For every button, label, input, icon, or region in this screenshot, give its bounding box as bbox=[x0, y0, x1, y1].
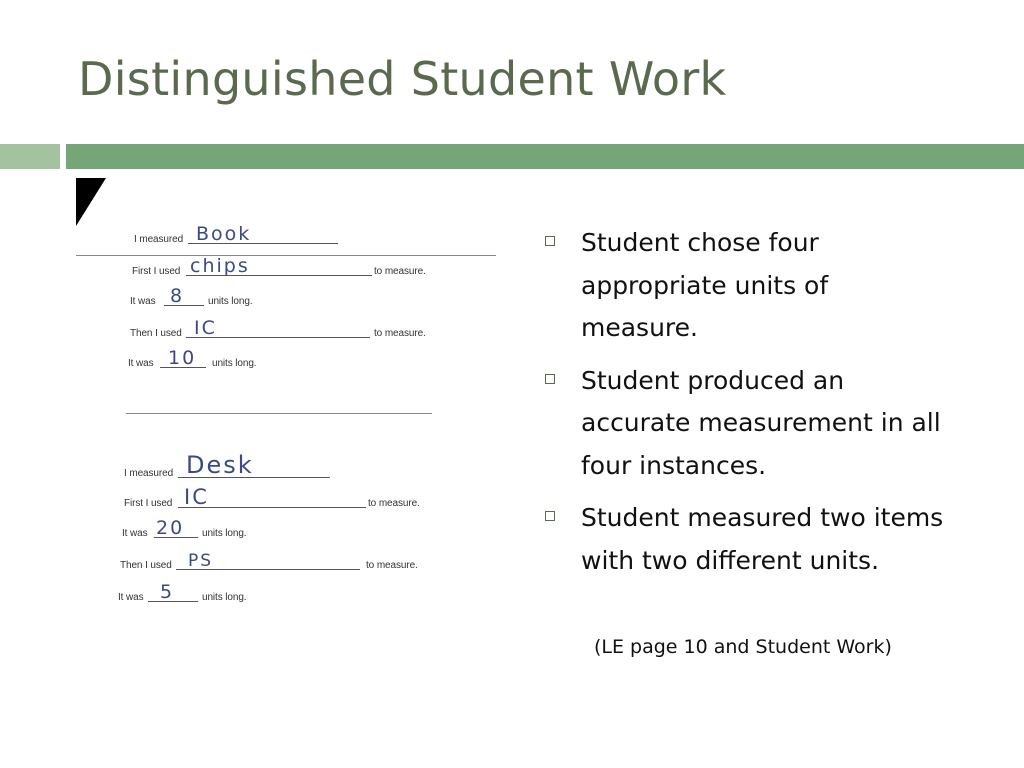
bullet-item bbox=[545, 222, 945, 350]
bullet-text: Student measured two items with two different units. bbox=[581, 503, 944, 575]
ws1-it-was: It was bbox=[130, 296, 156, 307]
ws2-measured-label: I measured bbox=[124, 468, 174, 479]
ws1-first-units-row bbox=[130, 284, 330, 310]
ws1-then-units-row bbox=[128, 346, 328, 372]
ws1-then-value: IC bbox=[194, 317, 217, 339]
ws2-then-value: PS bbox=[188, 551, 214, 571]
ws2-then-row bbox=[120, 548, 440, 574]
ws1-first-units-value: 8 bbox=[170, 285, 185, 307]
ws2-then-units-row bbox=[118, 578, 318, 606]
bullet-text: Student chose four appropriate units of measure. bbox=[581, 228, 829, 342]
ws1-then-to-measure: to measure. bbox=[374, 328, 426, 339]
reference-note: (LE page 10 and Student Work) bbox=[594, 636, 892, 658]
ws1-first-row bbox=[132, 254, 452, 280]
ws2-measured-row bbox=[124, 452, 364, 482]
scan-corner-mark bbox=[76, 178, 106, 226]
ws2-first-value: IC bbox=[184, 485, 209, 509]
ws2-first-units-value: 20 bbox=[156, 517, 185, 539]
ws2-then-units-value: 5 bbox=[160, 581, 175, 603]
ws1-first-to-measure: to measure. bbox=[374, 266, 426, 277]
section-divider bbox=[126, 413, 432, 414]
ws1-units-long: units long. bbox=[208, 296, 253, 307]
bullet-item bbox=[545, 360, 945, 488]
ws1-then-units-value: 10 bbox=[168, 347, 197, 369]
ws2-then-to-measure: to measure. bbox=[366, 560, 418, 571]
square-bullet-icon bbox=[545, 236, 555, 246]
ws1-units-long-2: units long. bbox=[212, 358, 257, 369]
square-bullet-icon bbox=[545, 374, 555, 384]
ws1-first-label: First I used bbox=[132, 266, 181, 277]
ws2-it-was-2: It was bbox=[118, 592, 144, 603]
slide-title: Distinguished Student Work bbox=[78, 52, 727, 106]
ws1-measured-value: Book bbox=[196, 223, 252, 245]
ws2-first-row bbox=[124, 484, 444, 512]
ws2-first-units-row bbox=[122, 516, 322, 542]
ws1-first-value: chips bbox=[190, 255, 250, 277]
ws2-then-label: Then I used bbox=[120, 560, 172, 571]
ws2-measured-value: Desk bbox=[186, 451, 254, 479]
ws1-then-row bbox=[130, 316, 450, 342]
square-bullet-icon bbox=[545, 511, 555, 521]
ws2-units-long: units long. bbox=[202, 528, 247, 539]
bullet-item bbox=[545, 497, 945, 582]
ws2-first-label: First I used bbox=[124, 498, 173, 509]
ws1-it-was-2: It was bbox=[128, 358, 154, 369]
bullet-list bbox=[545, 222, 945, 592]
ws2-first-to-measure: to measure. bbox=[368, 498, 420, 509]
accent-bar-dark bbox=[66, 144, 1024, 169]
bullet-text: Student produced an accurate measurement in all four instances. bbox=[581, 365, 941, 480]
ws2-units-long-2: units long. bbox=[202, 592, 247, 603]
ws1-then-label: Then I used bbox=[130, 328, 182, 339]
student-worksheet-scan bbox=[76, 178, 496, 718]
accent-bar-light bbox=[0, 144, 60, 169]
ws1-measured-row bbox=[134, 222, 354, 248]
ws1-measured-label: I measured bbox=[134, 234, 184, 245]
ws2-it-was: It was bbox=[122, 528, 148, 539]
